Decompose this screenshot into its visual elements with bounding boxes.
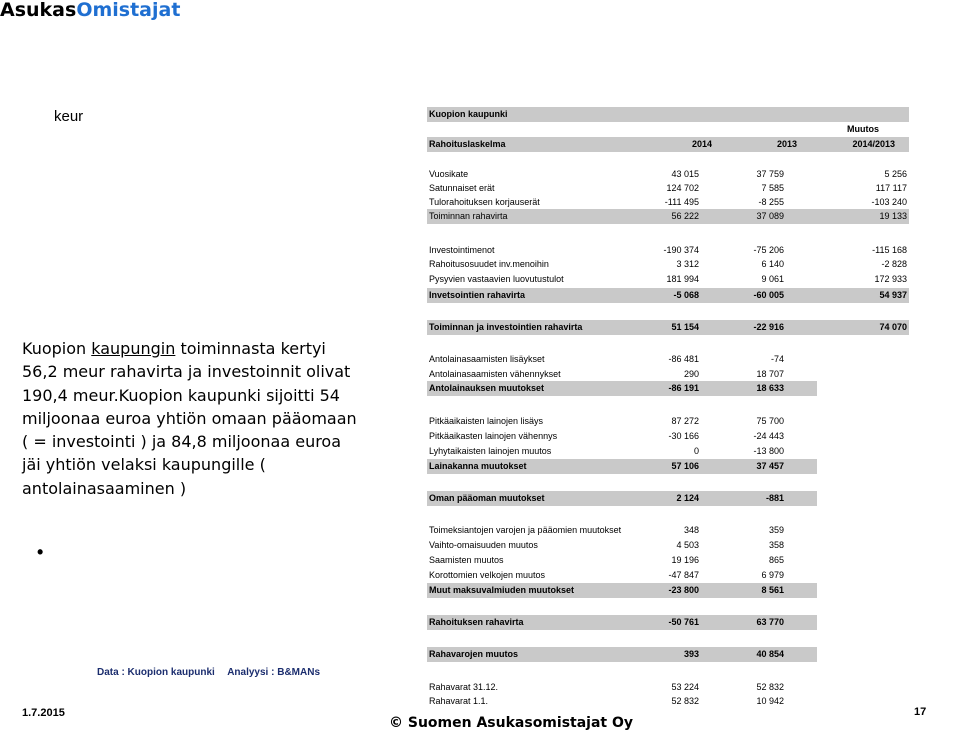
row-value-v1: -30 166 [668,431,699,441]
table-org-row [427,107,909,122]
table-header-top-row [427,123,909,135]
table-row [427,523,817,537]
row-value-v2: -8 255 [758,197,784,207]
logo-part-asukas: Asukas [0,0,77,21]
row-value-v1: 4 503 [676,540,699,550]
row-value-v2: 37 759 [756,169,784,179]
table-row [427,320,909,335]
row-value-v2: 10 942 [756,696,784,706]
row-value-v1: 51 154 [671,322,699,332]
row-value-v2: -75 206 [753,245,784,255]
source-analysis: Analyysi : B&MANs [227,667,321,678]
row-value-v2: -74 [770,354,784,364]
table-row [427,288,909,303]
col3-top-header: Muutos [847,124,879,134]
row-value-v1: -23 800 [668,585,699,595]
row-label: Muut maksuvalmiuden muutokset [429,585,575,595]
row-value-v2: 37 089 [756,211,784,221]
row-value-v1: 57 106 [671,461,699,471]
table-row [427,243,909,257]
table-row [427,694,817,708]
row-value-v3: 117 117 [875,183,907,193]
table-row [427,444,817,458]
summary-underlined: kaupungin [91,339,176,358]
row-value-v2: 8 561 [761,585,784,595]
row-value-v2: 9 061 [761,274,784,284]
row-label: Lyhytaikaisten lainojen muutos [429,446,552,456]
row-label: Vaihto-omaisuuden muutos [429,540,538,550]
logo-part-omistajat: Omistajat [76,0,181,21]
row-value-v2: 6 140 [761,259,784,269]
table-row [427,429,817,443]
row-value-v1: 43 015 [671,169,699,179]
row-value-v3: 74 070 [879,322,907,332]
row-label: Rahavarat 1.1. [429,696,489,706]
row-value-v2: 40 854 [756,649,784,659]
page-number: 17 [914,706,927,718]
row-value-v1: 19 196 [671,555,699,565]
table-title: Rahoituslaskelma [429,139,506,149]
table-row [427,553,817,567]
row-label: Satunnaiset erät [429,183,495,193]
row-label: Saamisten muutos [429,555,504,565]
table-row [427,167,909,181]
row-value-v1: -86 191 [668,383,699,393]
summary-text [22,337,362,500]
row-value-v2: 63 770 [756,617,784,627]
row-value-v2: 52 832 [756,682,784,692]
row-label: Rahoitusosuudet inv.menoihin [429,259,549,269]
row-value-v2: 18 633 [756,383,784,393]
row-value-v1: 56 222 [671,211,699,221]
table-org: Kuopion kaupunki [429,109,508,119]
row-label: Tulorahoituksen korjauserät [429,197,540,207]
row-value-v1: 0 [693,446,699,456]
table-row [427,381,817,396]
row-value-v1: -47 847 [668,570,699,580]
row-value-v3: -2 828 [881,259,907,269]
table-row [427,583,817,598]
row-value-v3: 54 937 [879,290,907,300]
row-value-v1: 87 272 [671,416,699,426]
row-label: Rahoituksen rahavirta [429,617,524,627]
row-value-v1: 181 994 [666,274,699,284]
row-value-v2: 18 707 [756,369,784,379]
row-value-v1: 2 124 [676,493,699,503]
row-value-v3: 19 133 [879,211,907,221]
row-value-v2: -881 [765,493,784,503]
table-row [427,459,817,474]
row-value-v1: 290 [683,369,699,379]
row-value-v1: 3 312 [676,259,699,269]
row-label: Toiminnan ja investointien rahavirta [429,322,583,332]
footer-date: 1.7.2015 [22,707,65,719]
row-value-v2: 6 979 [761,570,784,580]
row-value-v2: 359 [768,525,784,535]
row-value-v1: -5 068 [673,290,699,300]
row-value-v3: -115 168 [872,245,907,255]
row-value-v2: -24 443 [753,431,784,441]
table-row [427,257,909,271]
row-value-v1: 52 832 [671,696,699,706]
summary-pre: Kuopion [22,339,92,358]
row-value-v1: -111 495 [664,197,699,207]
col1-header: 2014 [691,139,712,149]
row-label: Pitkäaikaisten lainojen lisäys [429,416,544,426]
row-label: Vuosikate [429,169,469,179]
table-row [427,272,909,286]
col2-header: 2013 [776,139,797,149]
row-value-v2: 865 [768,555,784,565]
table-header-row [427,137,909,152]
row-value-v2: -22 916 [753,322,784,332]
row-label: Lainakanna muutokset [429,461,527,471]
row-label: Toimeksiantojen varojen ja pääomien muutokset [429,525,622,535]
row-value-v2: 75 700 [756,416,784,426]
row-value-v3: 5 256 [884,169,907,179]
table-row [427,367,817,381]
row-label: Toiminnan rahavirta [429,211,508,221]
row-value-v2: 358 [768,540,784,550]
row-value-v1: 124 702 [666,183,699,193]
table-row [427,538,817,552]
row-value-v1: -86 481 [668,354,699,364]
table-row [427,615,817,630]
table-row [427,568,817,582]
row-value-v1: -190 374 [663,245,699,255]
table-row [427,491,817,506]
table-row [427,647,817,662]
row-label: Pitkäaikasten lainojen vähennys [429,431,558,441]
row-label: Antolainauksen muutokset [429,383,545,393]
row-value-v2: -60 005 [753,290,784,300]
source-data: Data : Kuopion kaupunki [97,667,215,678]
row-value-v2: 37 457 [756,461,784,471]
table-row [427,352,817,366]
unit-label: keur [54,108,84,125]
row-label: Antolainasaamisten lisäykset [429,354,545,364]
table-row [427,209,909,224]
summary-post: toiminnasta kertyi 56,2 meur rahavirta ja investoinnit olivat 190,4 meur.Kuopion kaupunki sijoitti 54 miljoonaa euroa yhtiön omaan pääomaan ( = investointi ) ja 84,8 miljoonaa euroa jäi yhtiön velaksi kaupungille ( antolainasaaminen ) [22,339,357,498]
source-note [97,667,330,678]
row-value-v1: 53 224 [671,682,699,692]
row-label: Investointimenot [429,245,495,255]
row-value-v1: 348 [683,525,699,535]
copyright: © Suomen Asukasomistajat Oy [389,715,634,731]
row-label: Rahavarat 31.12. [429,682,499,692]
bullet: • [37,542,44,562]
row-value-v1: 393 [683,649,699,659]
table-row [427,414,817,428]
row-label: Korottomien velkojen muutos [429,570,546,580]
row-value-v3: 172 933 [874,274,907,284]
col3-header: 2014/2013 [852,139,895,149]
row-label: Invetsointien rahavirta [429,290,526,300]
row-label: Rahavarojen muutos [429,649,519,659]
row-label: Oman pääoman muutokset [429,493,545,503]
table-row [427,680,817,694]
table-row [427,181,909,195]
row-value-v2: 7 585 [761,183,784,193]
row-value-v3: -103 240 [871,197,907,207]
logo [0,0,180,20]
table-row [427,195,909,209]
row-label: Pysyvien vastaavien luovutustulot [429,274,564,284]
row-label: Antolainasaamisten vähennykset [429,369,561,379]
row-value-v1: -50 761 [668,617,699,627]
row-value-v2: -13 800 [753,446,784,456]
